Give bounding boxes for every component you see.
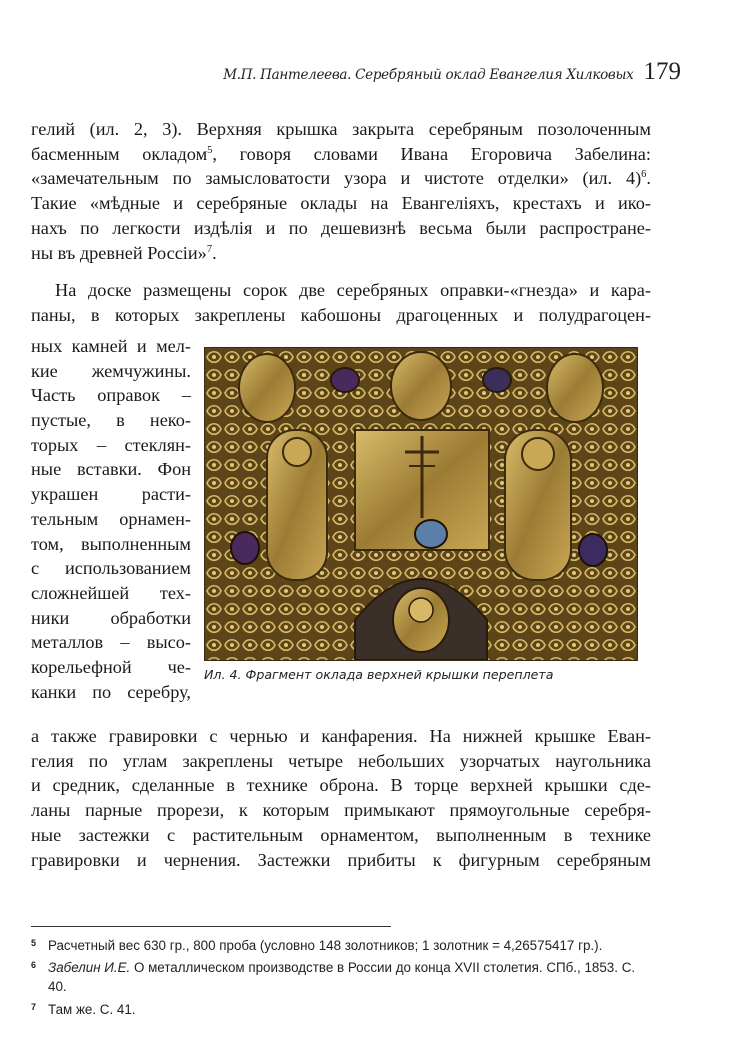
footnote-ref-7[interactable]: 7 — [206, 243, 213, 255]
footnote-ref-5[interactable]: 5 — [207, 144, 213, 156]
footnote-5: 5 Расчетный вес 630 гр., 800 проба (условно 148 золотников; 1 золотник = 4,26575417 гр.). — [31, 938, 603, 953]
paragraph-2-wrapped-column: ных камней и мел- кие жемчужины. Часть оправок – пустые, в неко- торых – стеклян- ные вставки. Фон украшен расти- тельным орнамен- том, выполненным с использованием сложнейшей тех- ники обработки металлов – высо- корельефной че- канки по серебру, — [31, 336, 191, 702]
footnote-divider — [31, 926, 391, 927]
paragraph-1: гелий (ил. 2, 3). Верхняя крышка закрыта серебряным позолоченным басменным окладом$^5$, говоря словами Ивана Егоровича Забелина: «замечательным по замысловатости узора и чистоте отделки» (ил. 4)$^6$. Такие «мѣдные и серебряные оклады на Евангеліяхъ, крестахъ и ико- нахъ по легкости издѣлія и по дешевизнѣ весьма были распростране- ны въ древней Россіи»$^7$. — [31, 119, 651, 263]
footnote-7: 7 Там же. С. 41. — [31, 1002, 136, 1017]
gilded-cover-icon — [205, 348, 637, 660]
figure-caption: Ил. 4. Фрагмент оклада верхней крышки переплета — [204, 667, 554, 682]
page-header — [0, 58, 681, 92]
paragraph-2-start: На доске размещены сорок две серебряных оправки-«гнезда» и кара- паны, в которых закреплены кабошоны драгоценных и полудрагоцен- — [31, 280, 651, 325]
page-number: 179 — [643, 58, 681, 85]
footnote-6: 6 Забелин И.Е. О металлическом производстве в России до конца XVII столетия. СПб., 1853. С. 40. — [31, 960, 636, 994]
paragraph-2-end: а также гравировки с чернью и канфарения. На нижней крышке Еван- гелия по углам закреплены четыре небольших узорчатых наугольника и средник, сделанные в технике оброна. В торце верхней крышки сде- ланы парные прорези, к которым примыкают прямоугольные серебря- ные застежки с растительным орнаментом, выполненным в технике гравировки и чернения. Застежки прибиты к фигурным серебряным — [31, 726, 651, 870]
running-title: М.П. Пантелеева. Серебряный оклад Евангелия Хилковых — [223, 67, 634, 83]
figure-icon-cover-photo — [204, 347, 638, 661]
footnote-ref-6[interactable]: 6 — [641, 169, 647, 181]
